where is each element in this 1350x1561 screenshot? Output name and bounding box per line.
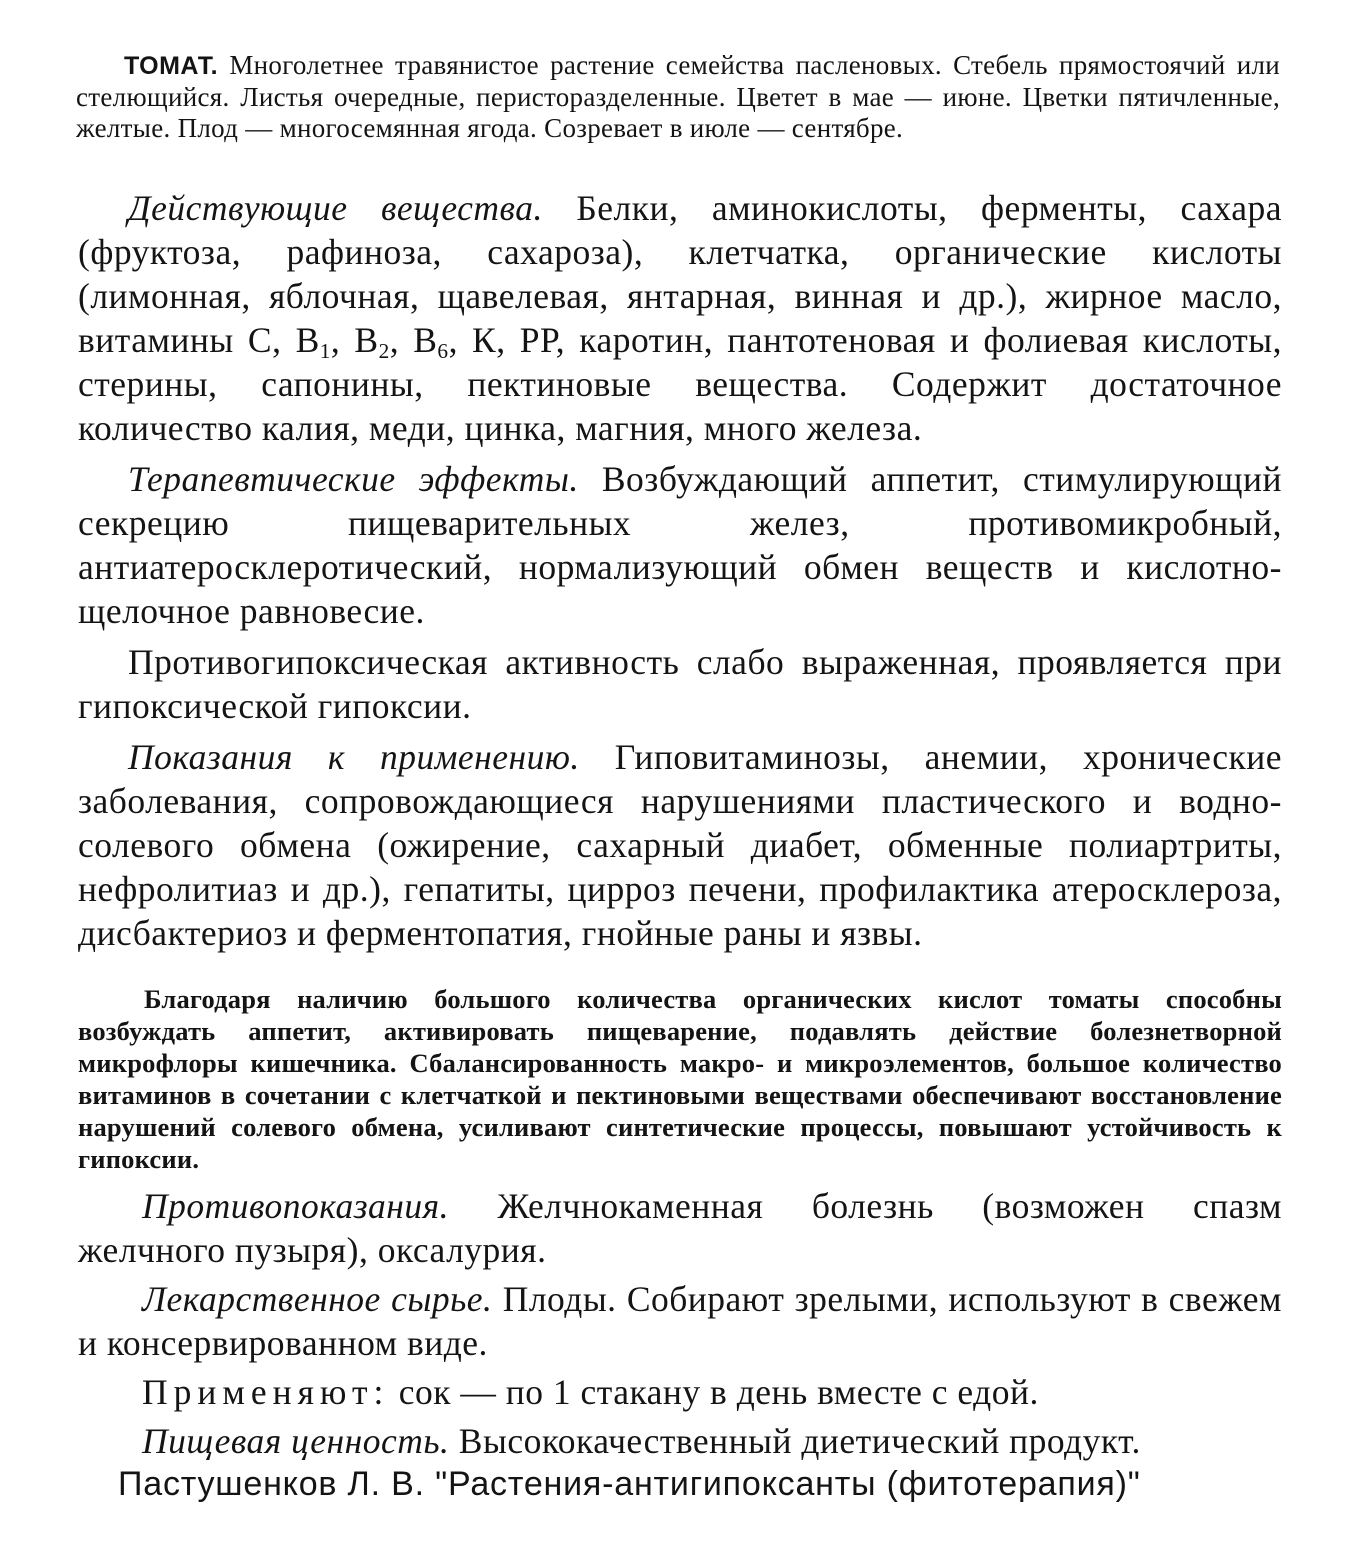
active-substances-heading: Действующие вещества. <box>128 188 543 228</box>
usage-text: сок — по 1 стакану в день вместе с едой. <box>398 1372 1039 1412</box>
usage-heading: Применяют: <box>142 1372 390 1412</box>
note-section <box>78 983 1282 1175</box>
active-substances-text-b: , К, РР, каротин, пантотеновая и фолиевая кислоты, стерины, сапонины, пектиновые вещества. Содержит достаточное количество калия, меди, цинка, магния, много железа. <box>78 320 1282 448</box>
intro-heading: ТОМАТ. <box>124 52 219 80</box>
lower-section <box>78 1184 1282 1463</box>
vitamin-b2-subscript: 2 <box>378 339 390 363</box>
active-sep-2: , В <box>389 320 438 360</box>
contraindications-heading: Противопоказания. <box>142 1186 450 1226</box>
therapeutic-effects-heading: Терапевтические эффекты. <box>128 459 579 499</box>
active-substances-text-a: Белки, аминокислоты, ферменты, сахара (фруктоза, рафиноза, сахароза), клетчатка, органические кислоты (лимонная, яблочная, щавелевая, янтарная, винная и др.), жирное масло, витамины С, В <box>78 188 1282 360</box>
active-substances-paragraph <box>78 186 1282 450</box>
raw-material-paragraph <box>78 1277 1282 1365</box>
active-sep-1: , В <box>330 320 379 360</box>
usage-paragraph <box>78 1370 1282 1414</box>
source-citation: Пастушенков Л. В. "Растения-антигипоксанты (фитотерапия)" <box>118 1465 1141 1503</box>
vitamin-b6-subscript: 6 <box>437 339 449 363</box>
therapeutic-effects-text: Возбуждающий аппетит, стимулирующий секрецию пищеварительных желез, противомикробный, антиатеросклеротический, нормализующий обмен веществ и кислотно-щелочное равновесие. <box>78 459 1283 631</box>
contraindications-paragraph <box>78 1184 1282 1272</box>
hypoxia-paragraph: Противогипоксическая активность слабо выраженная, проявляется при гипоксической гипоксии. <box>78 642 1282 726</box>
vitamin-b1-subscript: 1 <box>319 339 331 363</box>
nutrition-heading: Пищевая ценность. <box>142 1421 450 1461</box>
intro-paragraph <box>76 50 1280 144</box>
indications-text: Гиповитаминозы, анемии, хронические заболевания, сопровождающиеся нарушениями пластического и водно-солевого обмена (ожирение, сахарный диабет, обменные полиартриты, нефролитиаз и др.), гепатиты, цирроз печени, профилактика атеросклероза, дисбактериоз и ферментопатия, гнойные раны и язвы. <box>78 737 1282 953</box>
note-paragraph: Благодаря наличию большого количества органических кислот томаты способны возбуждать аппетит, активировать пищеварение, подавлять действие болезнетворной микрофлоры кишечника. Сбалансированность макро- и микроэлементов, большое количество витаминов в сочетании с клетчаткой и пектиновыми веществами обеспечивают восстановление нарушений солевого обмена, усиливают синтетические процессы, повышают устойчивость к гипоксии. <box>78 984 1282 1174</box>
indications-paragraph <box>78 735 1282 955</box>
raw-material-heading: Лекарственное сырье. <box>142 1279 493 1319</box>
contraindications-text: Желчнокаменная болезнь (возможен спазм желчного пузыря), оксалурия. <box>78 1186 1283 1270</box>
main-section <box>78 186 1282 955</box>
indications-heading: Показания к применению. <box>128 737 580 777</box>
nutrition-paragraph <box>78 1419 1282 1463</box>
therapeutic-effects-paragraph <box>78 457 1282 633</box>
intro-text: Многолетнее травянистое растение семейства пасленовых. Стебель прямостоячий или стелющийся. Листья очередные, перисторазделенные. Цветет в мае — июне. Цветки пятичленные, желтые. Плод — многосемянная ягода. Созревает в июле — сентябре. <box>76 50 1280 143</box>
nutrition-text: Высококачественный диетический продукт. <box>458 1421 1141 1461</box>
raw-material-text: Плоды. Собирают зрелыми, используют в свежем и консервированном виде. <box>78 1279 1283 1363</box>
